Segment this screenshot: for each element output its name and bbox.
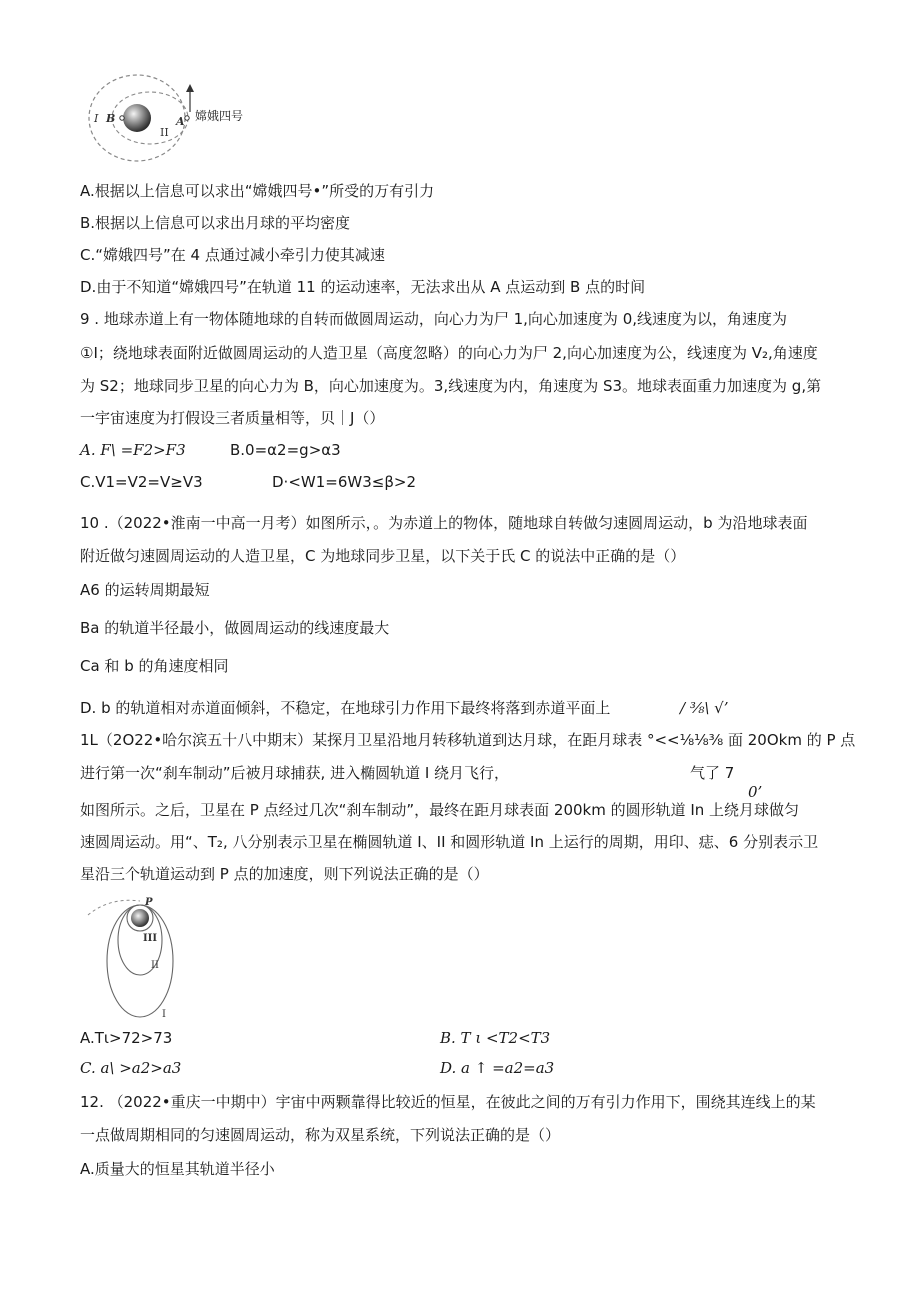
- q8-option-d: D.由于不知道“嫦娥四号”在轨道 11 的运动速率，无法求出从 A 点运动到 B 点的时间: [80, 278, 646, 296]
- label-II: II: [151, 960, 159, 971]
- label-P: P: [145, 897, 153, 908]
- q10-stem-line2: 附近做匀速圆周运动的人造卫星，C 为地球同步卫星，以下关于氏 C 的说法中正确的是（）: [80, 547, 686, 565]
- q10-option-d: D. b 的轨道相对赤道面倾斜，不稳定，在地球引力作用下最终将落到赤道平面上: [80, 699, 611, 717]
- velocity-arrowhead: [186, 84, 194, 92]
- q9-stem-line1: 9 . 地球赤道上有一物体随地球的自转而做圆周运动，向心力为尸 1,向心加速度为 0,线速度为以，角速度为: [80, 310, 788, 328]
- q9-option-c: C.V1=V2=V≥V3: [80, 473, 203, 491]
- q10-option-c: Ca 和 b 的角速度相同: [80, 657, 229, 675]
- q10-option-a: A6 的运转周期最短: [80, 581, 210, 599]
- q11-option-a: A.Tι>72>73: [80, 1029, 173, 1047]
- q11-option-d: D. a ↑ =a2=a3: [440, 1059, 555, 1077]
- q11-side-note-2: 0’: [748, 783, 763, 801]
- moon-body: [131, 909, 149, 927]
- q9-stem-line2: ①I；绕地球表面附近做圆周运动的人造卫星（高度忽略）的向心力为尸 2,向心加速度为公，线速度为 V₂,角速度: [80, 344, 818, 362]
- q12-stem-line1: 12. （2022•重庆一中期中）宇宙中两颗靠得比较近的恒星，在彼此之间的万有引力作用下，围绕其连线上的某: [80, 1093, 816, 1111]
- q11-stem-line5: 星沿三个轨道运动到 P 点的加速度，则下列说法正确的是（）: [80, 865, 489, 883]
- label-II: II: [160, 126, 169, 139]
- label-A: A: [176, 115, 185, 128]
- q10-option-b: Ba 的轨道半径最小，做圆周运动的线速度最大: [80, 619, 390, 637]
- q9-option-a: A. F\ =F2>F3: [80, 441, 186, 459]
- q9-option-d: D·<W1=6W3≤β>2: [272, 473, 417, 491]
- q12-stem-line2: 一点做周期相同的匀速圆周运动，称为双星系统，下列说法正确的是（）: [80, 1126, 561, 1144]
- q11-stem-line3: 如图所示。之后，卫星在 P 点经过几次“刹车制动”，最终在距月球表面 200km 的圆形轨道 In 上绕月球做匀: [80, 801, 800, 819]
- q11-stem-line2: 进行第一次“刹车制动”后被月球捕获, 进入椭圆轨道 I 绕月飞行，: [80, 764, 510, 782]
- q9-option-b: B.0=α2=g>α3: [230, 441, 341, 459]
- q8-option-a: A.根据以上信息可以求出“嫦娥四号•”所受的万有引力: [80, 182, 435, 200]
- point-a-marker: [185, 116, 189, 120]
- label-III: III: [143, 933, 158, 944]
- label-I: I: [94, 112, 99, 125]
- q9-stem-line4: 一宇宙速度为打假设三者质量相等，贝｜J（）: [80, 409, 385, 427]
- q11-option-c: C. a\ >a2>a3: [80, 1059, 182, 1077]
- point-b-marker: [120, 116, 124, 120]
- q9-stem-line3: 为 S2；地球同步卫星的向心力为 B，向心加速度为。3,线速度为内，角速度为 S3。地球表面重力加速度为 g,第: [80, 377, 822, 395]
- q8-option-c: C.“嫦娥四号”在 4 点通过减小牵引力使其减速: [80, 246, 385, 264]
- label-B: B: [106, 112, 116, 125]
- q8-option-b: B.根据以上信息可以求出月球的平均密度: [80, 214, 351, 232]
- q11-stem-line1: 1L（2O22•哈尔滨五十八中期末）某探月卫星沿地月转移轨道到达月球，在距月球表 °<<⅛⅛⅜ 面 20Okm 的 P 点: [80, 731, 856, 749]
- figure-caption: 嫦娥四号: [195, 109, 244, 123]
- q11-option-b: B. T ι <T2<T3: [440, 1029, 551, 1047]
- q11-side-note-1: 气了 7: [690, 764, 735, 782]
- q10-side-note: / ⅜\ √’: [680, 699, 729, 717]
- q12-option-a: A.质量大的恒星其轨道半径小: [80, 1160, 275, 1178]
- q11-stem-line4: 速圆周运动。用“、T₂, 八分别表示卫星在椭圆轨道 I、II 和圆形轨道 In 上运行的周期，用印、痣、6 分别表示卫: [80, 833, 819, 851]
- orbit-figure-lunar-probe: [80, 893, 200, 1023]
- q10-stem-line1: 10 .（2022•淮南一中高一月考）如图所示，。为赤道上的物体，随地球自转做匀速圆周运动，b 为沿地球表面: [80, 514, 808, 532]
- label-I: I: [162, 1009, 166, 1020]
- moon-sphere: [123, 104, 151, 132]
